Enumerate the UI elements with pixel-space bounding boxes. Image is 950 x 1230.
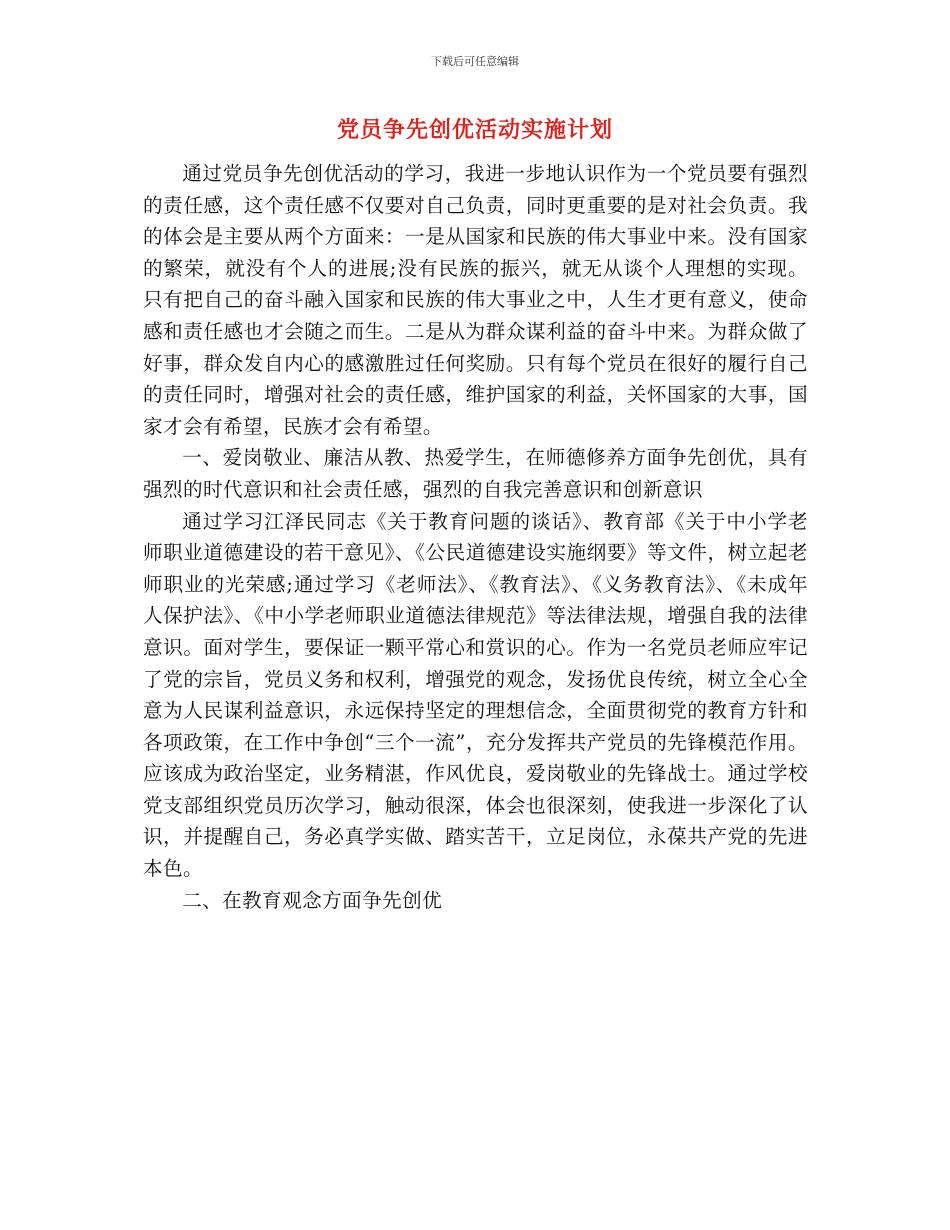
document-title: 党员争先创优活动实施计划 <box>336 118 613 143</box>
paragraph-section-one-heading: 一、爱岗敬业、廉洁从教、热爱学生，在师德修养方面争先创优，具有强烈的时代意识和社会责任感，强烈的自我完善意识和创新意识 <box>143 446 808 501</box>
header-note: 下载后可任意编辑 <box>431 55 519 68</box>
paragraph-section-two-heading: 二、在教育观念方面争先创优 <box>182 888 443 912</box>
paragraph-intro: 通过党员争先创优活动的学习，我进一步地认识作为一个党员要有强烈的责任感，这个责任感不仅要对自己负责，同时更重要的是对社会负责。我的体会是主要从两个方面来：一是从国家和民族的伟大事业中来。没有国家的繁荣，就没有个人的进展;没有民族的振兴，就无从谈个人理想的实现。只有把自己的奋斗融入国家和民族的伟大事业之中，人生才更有意义，使命感和责任感也才会随之而生。二是从为群众谋利益的奋斗中来。为群众做了好事，群众发自内心的感激胜过任何奖励。只有每个党员在很好的履行自己的责任同时，增强对社会的责任感，维护国家的利益，关怀国家的大事，国家才会有希望，民族才会有希望。 <box>143 162 808 438</box>
document-body <box>143 158 808 916</box>
paragraph-section-one-body: 通过学习江泽民同志《关于教育问题的谈话》、教育部《关于中小学老师职业道德建设的若干意见》、《公民道德建设实施纲要》等文件，树立起老师职业的光荣感;通过学习《老师法》、《教育法》、《义务教育法》、《未成年人保护法》、《中小学老师职业道德法律规范》等法律法规，增强自我的法律意识。面对学生，要保证一颗平常心和赏识的心。作为一名党员老师应牢记了党的宗旨，党员义务和权利，增强党的观念，发扬优良传统，树立全心全意为人民谋利益意识，永远保持坚定的理想信念，全面贯彻党的教育方针和各项政策，在工作中争创“三个一流”，充分发挥共产党员的先锋模范作用。应该成为政治坚定，业务精湛，作风优良，爱岗敬业的先锋战士。通过学校党支部组织党员历次学习，触动很深，体会也很深刻，使我进一步深化了认识，并提醒自己，务必真学实做、踏实苦干，立足岗位，永葆共产党的先进本色。 <box>143 509 808 881</box>
